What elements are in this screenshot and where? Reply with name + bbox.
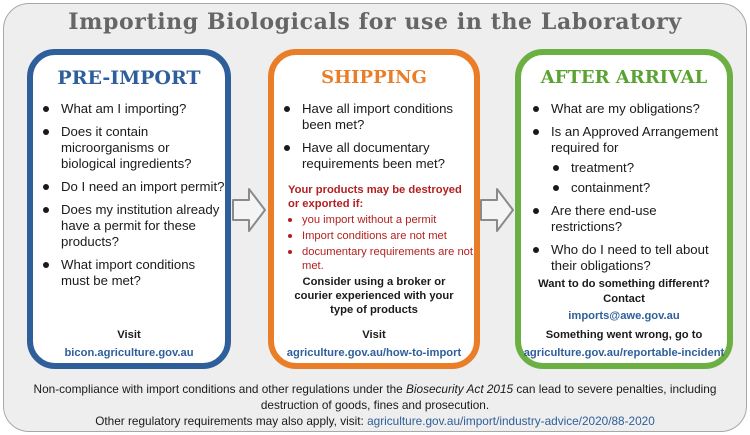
list-item: containment? [551, 180, 731, 196]
bullet-icon [43, 207, 49, 213]
footer-other-requirements: Other regulatory requirements may also apply, visit: agriculture.gov.au/import/industry-advice/2020/88-2020 [95, 414, 655, 428]
shipping-visit-label: Visit [362, 329, 386, 341]
bullet-icon [284, 145, 290, 151]
right-arrow-icon [231, 185, 267, 235]
sub-list [551, 160, 731, 196]
list-item: Is an Approved Arrangement required for treatment? containment? [531, 124, 731, 196]
bicon-link[interactable]: bicon.agriculture.gov.au [64, 347, 194, 359]
bullet-icon [553, 185, 559, 191]
list-item: Import conditions are not met [286, 229, 476, 243]
something-went-wrong: Something went wrong, go to [545, 329, 703, 341]
pre-import-list [41, 101, 226, 296]
list-item: Have all documentary requirements been met? [282, 140, 474, 172]
warning-title: Your products may be destroyed or exported if: [288, 184, 462, 210]
list-item: Does it contain microorganisms or biological ingredients? [41, 124, 226, 172]
imports-email-link[interactable]: imports@awe.gov.au [568, 310, 680, 322]
bullet-icon [553, 165, 559, 171]
footer-penalties-line: Non-compliance with import conditions and other regulations under the Biosecurity Act 2015 can lead to severe penalties, including [33, 382, 717, 396]
list-item: documentary requirements are not met. [286, 245, 476, 273]
bullet-icon [43, 262, 49, 268]
shipping-list [282, 101, 474, 179]
bullet-icon [533, 129, 539, 135]
list-item: What am I importing? [41, 101, 226, 117]
list-item: What are my obligations? [531, 101, 731, 117]
pre-import-panel [27, 49, 231, 369]
bullet-icon [288, 218, 292, 222]
list-item: Do I need an import permit? [41, 179, 226, 195]
bullet-icon [43, 106, 49, 112]
after-arrival-heading: AFTER ARRIVAL [540, 67, 708, 88]
bullet-icon [288, 250, 292, 254]
contact-label: Contact [603, 293, 645, 305]
right-arrow-icon [479, 185, 515, 235]
industry-advice-link[interactable]: agriculture.gov.au/import/industry-advice/2020/88-2020 [367, 414, 655, 428]
after-arrival-list [531, 101, 731, 281]
list-item: you import without a permit [286, 213, 476, 227]
list-item: Have all import conditions been met? [282, 101, 474, 133]
footer-destruction-line: destruction of goods, fines and prosecution. [260, 398, 490, 412]
reportable-incident-link[interactable]: agriculture.gov.au/reportable-incident [523, 347, 725, 359]
bullet-icon [533, 247, 539, 253]
bullet-icon [533, 208, 539, 214]
warning-list [286, 213, 476, 275]
bullet-icon [43, 184, 49, 190]
list-item: Who do I need to tell about their obligations? [531, 242, 731, 274]
do-something-different: Want to do something different? [538, 278, 710, 290]
bullet-icon [288, 234, 292, 238]
bullet-icon [284, 106, 290, 112]
pre-import-heading: PRE-IMPORT [57, 67, 201, 89]
page-title: Importing Biologicals for use in the Laboratory [68, 9, 682, 35]
list-item: Does my institution already have a permit for these products? [41, 202, 226, 250]
bullet-icon [533, 106, 539, 112]
shipping-panel [268, 49, 480, 369]
broker-advice: Consider using a broker or courier experienced with your type of products [294, 276, 454, 316]
pre-import-visit-label: Visit [117, 329, 141, 341]
how-to-import-link[interactable]: agriculture.gov.au/how-to-import [286, 347, 462, 359]
bullet-icon [43, 129, 49, 135]
list-item: Are there end-use restrictions? [531, 203, 731, 235]
list-item: treatment? [551, 160, 731, 176]
after-arrival-panel [515, 49, 733, 369]
shipping-heading: SHIPPING [321, 67, 427, 88]
list-item: What import conditions must be met? [41, 257, 226, 289]
